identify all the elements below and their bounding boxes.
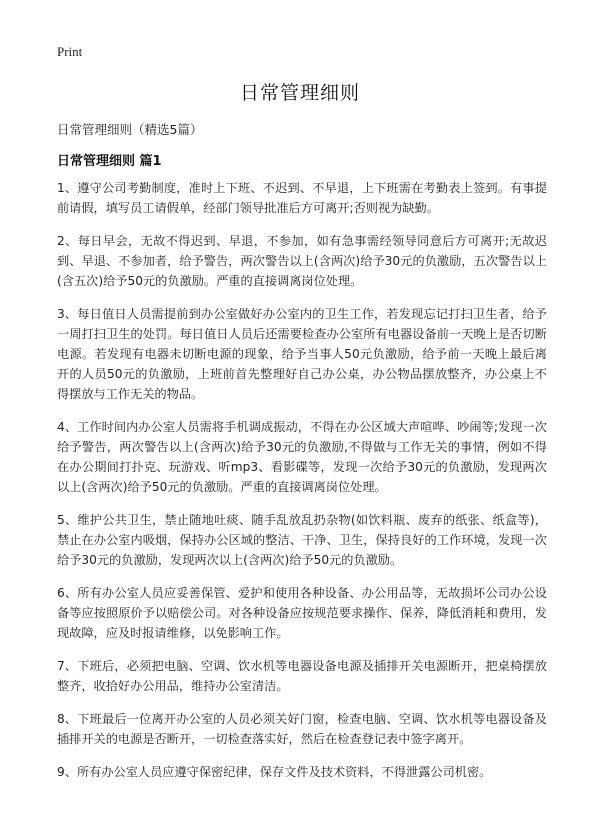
document-title: 日常管理细则	[239, 82, 360, 104]
rules-list	[57, 178, 547, 795]
rule-item-6: 6、所有办公室人员应妥善保管、爱护和使用各种设备、办公用品等，无故损坏公司办公设备等应按照原价予以赔偿公司。对各种设备应按规范要求操作、保养，降低消耗和费用，发现故障，应及时报请维修，以免影响工作。	[57, 586, 547, 640]
document-subtitle: 日常管理细则（精选5篇）	[57, 122, 203, 137]
rule-item-7: 7、下班后，必须把电脑、空调、饮水机等电器设备电源及插排开关电源断开，把桌椅摆放整齐，收拾好办公用品，维持办公室清洁。	[57, 659, 547, 693]
rule-item-4: 4、工作时间内办公室人员需将手机调成振动，不得在办公区域大声喧哗、吵闹等;发现一次给予警告，两次警告以上(含两次)给予30元的负激励,不得做与工作无关的事情，例如不得在办公期间打扑克、玩游戏、听mp3、看影碟等，发现一次给予30元的负激励，发现两次以上(含两次)给予50元的负激励。严重的直接调离岗位处理。	[57, 420, 547, 494]
print-link[interactable]: Print	[57, 44, 83, 59]
rule-item-5: 5、维护公共卫生，禁止随地吐痰、随手乱放乱扔杂物(如饮料瓶、废弃的纸张、纸盒等)，禁止在办公室内吸烟，保持办公区域的整洁、干净、卫生，保持良好的工作环境，发现一次给予30元的负激励，发现两次以上(含两次)给予50元的负激励。	[57, 513, 547, 567]
rule-item-3: 3、每日值日人员需提前到办公室做好办公室内的卫生工作，若发现忘记打扫卫生者，给予一周打扫卫生的处罚。每日值日人员后还需要检查办公室所有电器设备前一天晚上是否切断电源。若发现有电器未切断电源的现象，给予当事人50元负激励，给予前一天晚上最后离开的人员50元的负激励，上班前首先整理好自己办公桌，办公物品摆放整齐，办公桌上不得摆放与工作无关的物品。	[57, 307, 547, 401]
rule-item-2: 2、每日早会，无故不得迟到、早退，不参加，如有急事需经领导同意后方可离开;无故迟到、早退、不参加者，给予警告，两次警告以上(含两次)给予30元的负激励，五次警告以上(含五次)给予50元的负激励。严重的直接调离岗位处理。	[57, 234, 547, 288]
rule-item-1: 1、遵守公司考勤制度，准时上下班、不迟到、不早退，上下班需在考勤表上签到。有事提前请假，填写员工请假单，经部门领导批准后方可离开;否则视为缺勤。	[57, 181, 547, 215]
section-heading: 日常管理细则 篇1	[57, 154, 162, 169]
rule-item-8: 8、下班最后一位离开办公室的人员必须关好门窗，检查电脑、空调、饮水机等电器设备及插排开关的电源是否断开，一切检查落实好，然后在检查登记表中签字离开。	[57, 712, 547, 746]
rule-item-9: 9、所有办公室人员应遵守保密纪律，保存文件及技术资料，不得泄露公司机密。	[57, 765, 492, 779]
